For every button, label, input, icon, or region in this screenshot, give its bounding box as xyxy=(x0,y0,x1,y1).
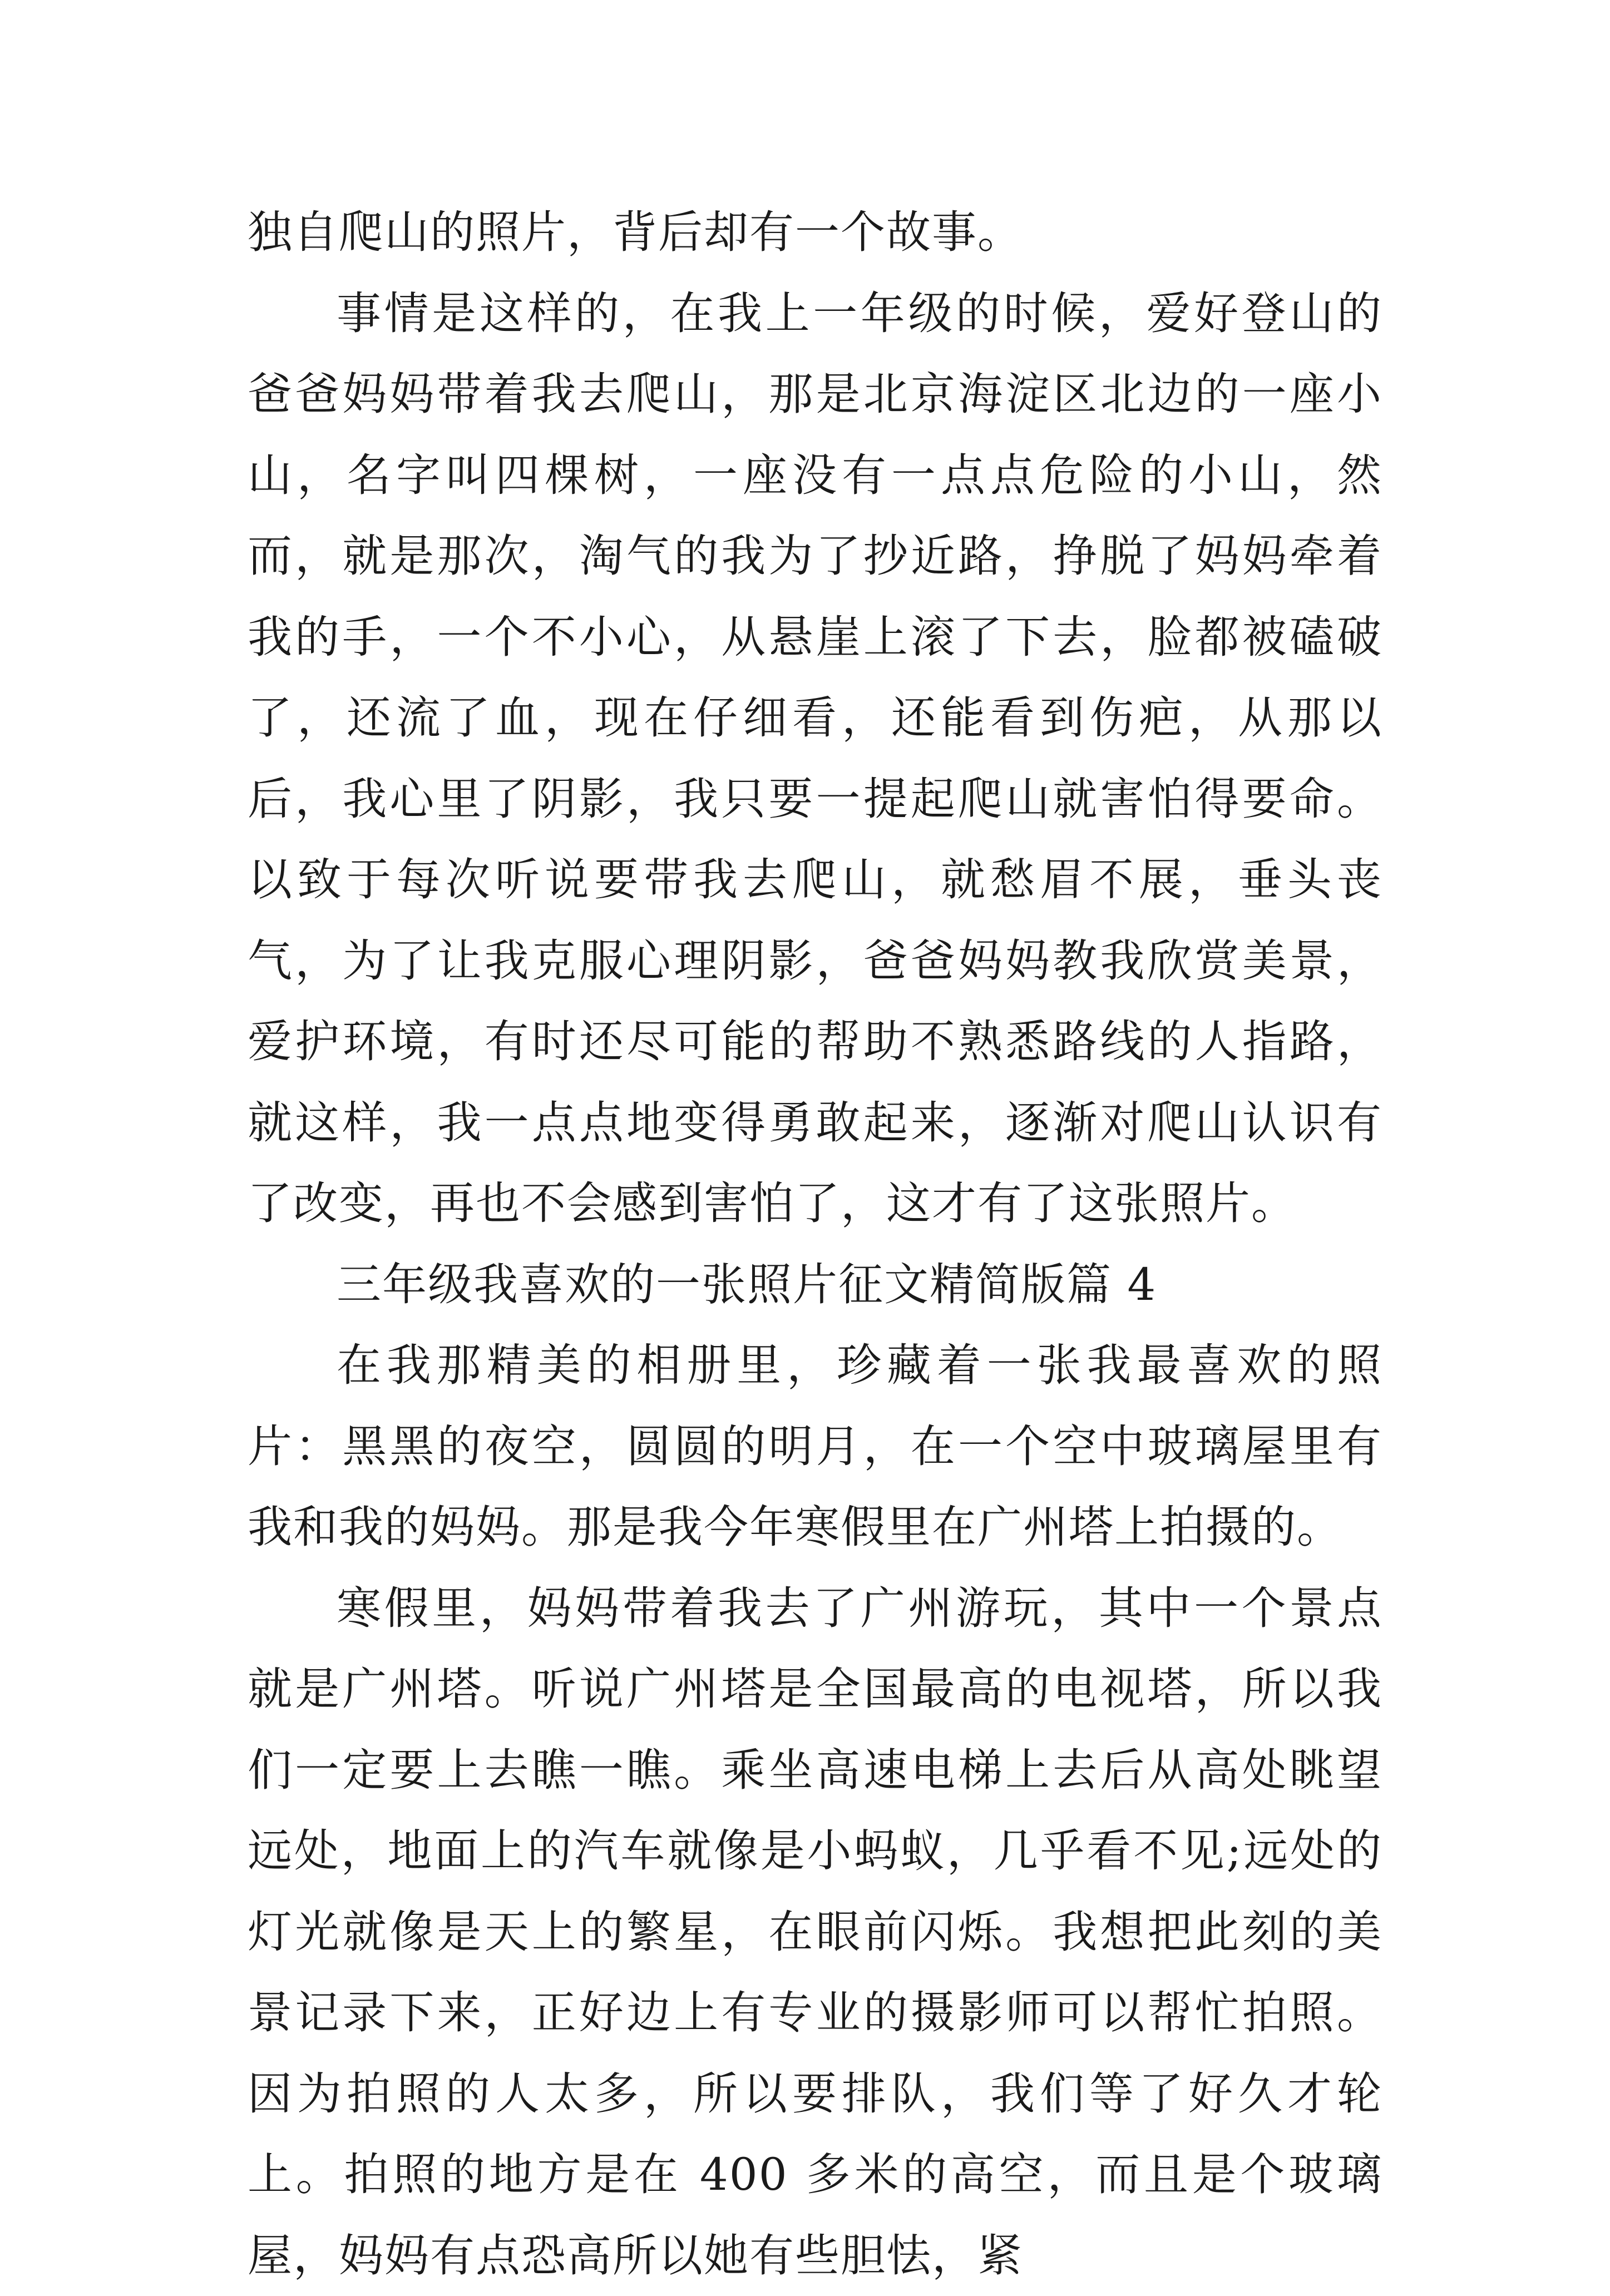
paragraph-1: 独自爬山的照片，背后却有一个故事。 xyxy=(248,192,1382,273)
paragraph-2: 事情是这样的，在我上一年级的时候，爱好登山的爸爸妈妈带着我去爬山，那是北京海淀区北边的一座小山，名字叫四棵树，一座没有一点点危险的小山，然而，就是那次，淘气的我为了抄近路，挣脱了妈妈牵着我的手，一个不小心，从悬崖上滚了下去，脸都被磕破了，还流了血，现在仔细看，还能看到伤疤，从那以后，我心里了阴影，我只要一提起爬山就害怕得要命。以致于每次听说要带我去爬山，就愁眉不展，垂头丧气，为了让我克服心理阴影，爸爸妈妈教我欣赏美景，爱护环境，有时还尽可能的帮助不熟悉路线的人指路，就这样，我一点点地变得勇敢起来，逐渐对爬山认识有了改变，再也不会感到害怕了，这才有了这张照片。 xyxy=(248,273,1382,1244)
paragraph-3: 在我那精美的相册里，珍藏着一张我最喜欢的照片：黑黑的夜空，圆圆的明月，在一个空中玻璃屋里有我和我的妈妈。那是我今年寒假里在广州塔上拍摄的。 xyxy=(248,1325,1382,1568)
section-heading: 三年级我喜欢的一张照片征文精简版篇 4 xyxy=(248,1244,1382,1325)
body-text xyxy=(248,192,1382,2296)
paragraph-4: 寒假里，妈妈带着我去了广州游玩，其中一个景点就是广州塔。听说广州塔是全国最高的电视塔，所以我们一定要上去瞧一瞧。乘坐高速电梯上去后从高处眺望远处，地面上的汽车就像是小蚂蚁，几乎看不见;远处的灯光就像是天上的繁星，在眼前闪烁。我想把此刻的美景记录下来，正好边上有专业的摄影师可以帮忙拍照。因为拍照的人太多，所以要排队，我们等了好久才轮上。拍照的地方是在 400 多米的高空，而且是个玻璃屋，妈妈有点恐高所以她有些胆怯，紧 xyxy=(248,1568,1382,2296)
